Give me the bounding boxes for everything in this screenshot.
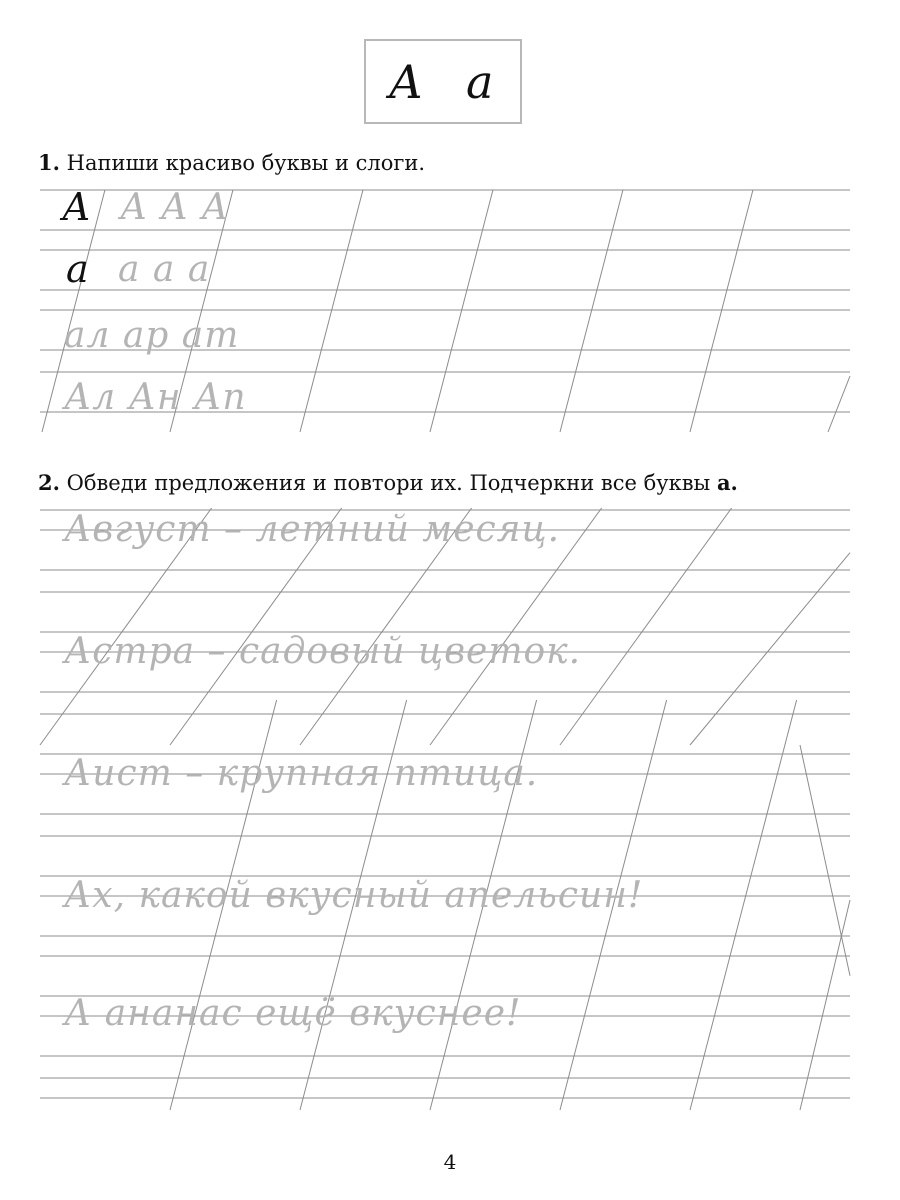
slant-line [690, 190, 753, 432]
row-2-trace-letters: а а а [118, 249, 211, 290]
row-1-model-letter: А [62, 185, 91, 229]
slant-line [300, 190, 363, 432]
sentence-4: Ах, какой вкусный апельсин! [64, 875, 644, 916]
slant-line [430, 190, 493, 432]
row-2-model-letter: а [66, 247, 89, 291]
slant-line [560, 508, 732, 745]
page-number: 4 [443, 1150, 457, 1174]
task-2-emphasis: а. [716, 470, 738, 495]
slant-line [828, 376, 850, 432]
task-2-number: 2. [38, 470, 60, 495]
slant-line [560, 190, 623, 432]
letter-header: А а [388, 54, 508, 109]
sentence-1: Август – летний месяц. [64, 509, 561, 550]
row-4-trace-syllables: Ал Ан Ап [64, 377, 247, 418]
task-1-text: Напиши красиво буквы и слоги. [66, 151, 426, 175]
slant-line [690, 700, 797, 1110]
sentence-2: Астра – садовый цветок. [64, 631, 582, 672]
sentence-3: Аист – крупная птица. [64, 753, 539, 794]
row-1-trace-letters: А А А [120, 187, 230, 228]
sentence-5: А ананас ещё вкуснее! [64, 993, 522, 1034]
slant-line [800, 745, 850, 976]
task-2-text: Обведи предложения и повтори их. Подчеркни все буквы [66, 471, 711, 495]
task-1-number: 1. [38, 150, 60, 175]
row-3-trace-syllables: ал ар ат [64, 315, 240, 356]
slant-line [690, 553, 850, 745]
